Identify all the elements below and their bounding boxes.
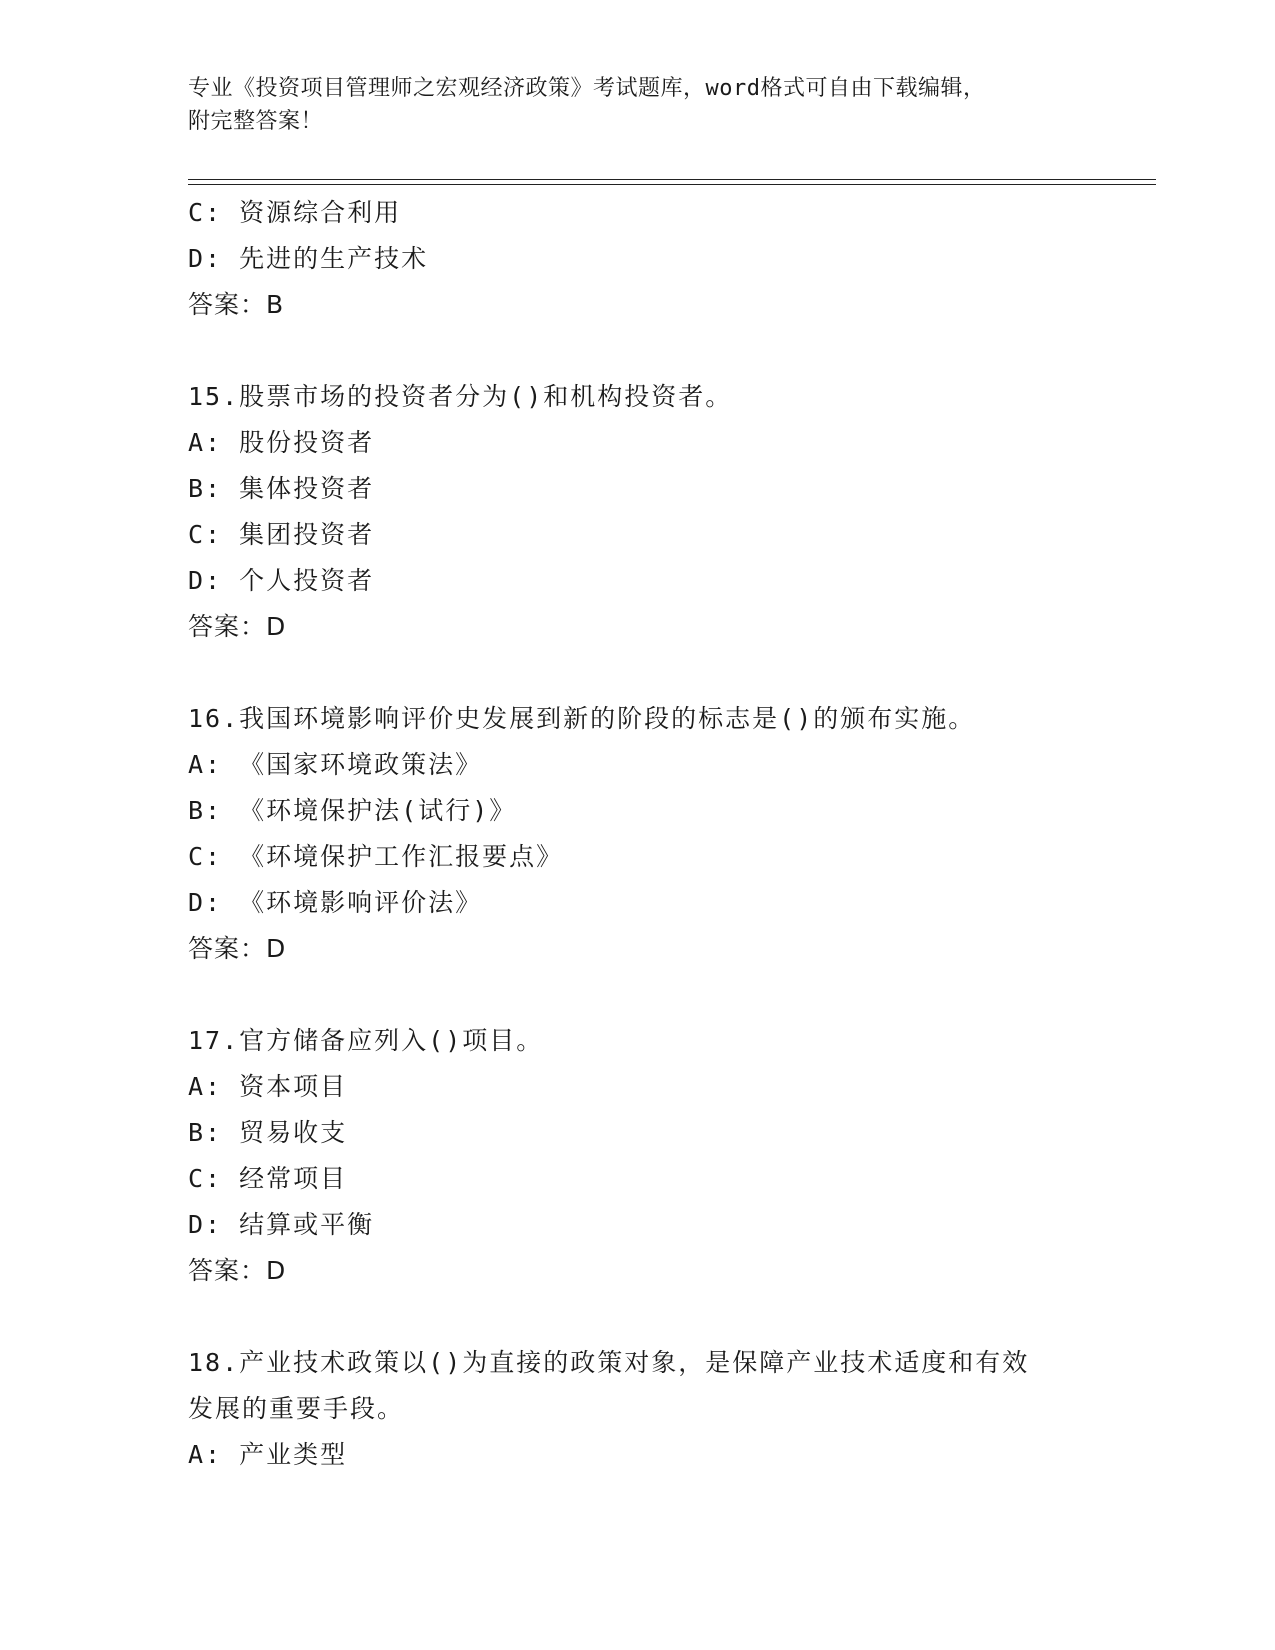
question-text: 16.我国环境影响评价史发展到新的阶段的标志是()的颁布实施。 [188, 704, 976, 733]
answer-label: 答案：D [188, 1256, 287, 1285]
option-d: D: 结算或平衡 [188, 1210, 375, 1239]
option-c: C: 资源综合利用 [188, 198, 402, 227]
answer-label: 答案：B [188, 290, 285, 319]
question-list [188, 190, 1088, 1478]
question-block-18 [188, 1340, 1088, 1478]
question-block-14 [188, 190, 1088, 328]
option-b: B: 集体投资者 [188, 474, 375, 503]
question-block-15 [188, 374, 1088, 650]
spacer [188, 972, 1088, 1018]
option-a: A: 产业类型 [188, 1440, 348, 1469]
header-divider-bottom [188, 184, 1156, 185]
spacer [188, 650, 1088, 696]
option-d: D: 《环境影响评价法》 [188, 888, 483, 917]
spacer [188, 328, 1088, 374]
answer-label: 答案：D [188, 612, 287, 641]
question-text-line-1: 18.产业技术政策以()为直接的政策对象，是保障产业技术适度和有效 [188, 1348, 1030, 1377]
spacer [188, 1294, 1088, 1340]
question-block-16 [188, 696, 1088, 972]
option-c: C: 集团投资者 [188, 520, 375, 549]
option-a: A: 资本项目 [188, 1072, 348, 1101]
option-c: C: 经常项目 [188, 1164, 348, 1193]
question-text-line-2: 发展的重要手段。 [188, 1394, 405, 1423]
header-line-2: 附完整答案！ [188, 109, 324, 134]
header-line-1: 专业《投资项目管理师之宏观经济政策》考试题库，word格式可自由下载编辑， [188, 76, 986, 101]
answer-label: 答案：D [188, 934, 287, 963]
option-b: B: 《环境保护法(试行)》 [188, 796, 517, 825]
option-c: C: 《环境保护工作汇报要点》 [188, 842, 564, 871]
option-a: A: 《国家环境政策法》 [188, 750, 483, 779]
question-block-17 [188, 1018, 1088, 1294]
option-d: D: 个人投资者 [188, 566, 375, 595]
header-divider-top [188, 179, 1156, 180]
question-text: 15.股票市场的投资者分为()和机构投资者。 [188, 382, 733, 411]
option-d: D: 先进的生产技术 [188, 244, 429, 273]
question-text: 17.官方储备应列入()项目。 [188, 1026, 544, 1055]
option-b: B: 贸易收支 [188, 1118, 348, 1147]
option-a: A: 股份投资者 [188, 428, 375, 457]
document-header [188, 72, 1068, 138]
